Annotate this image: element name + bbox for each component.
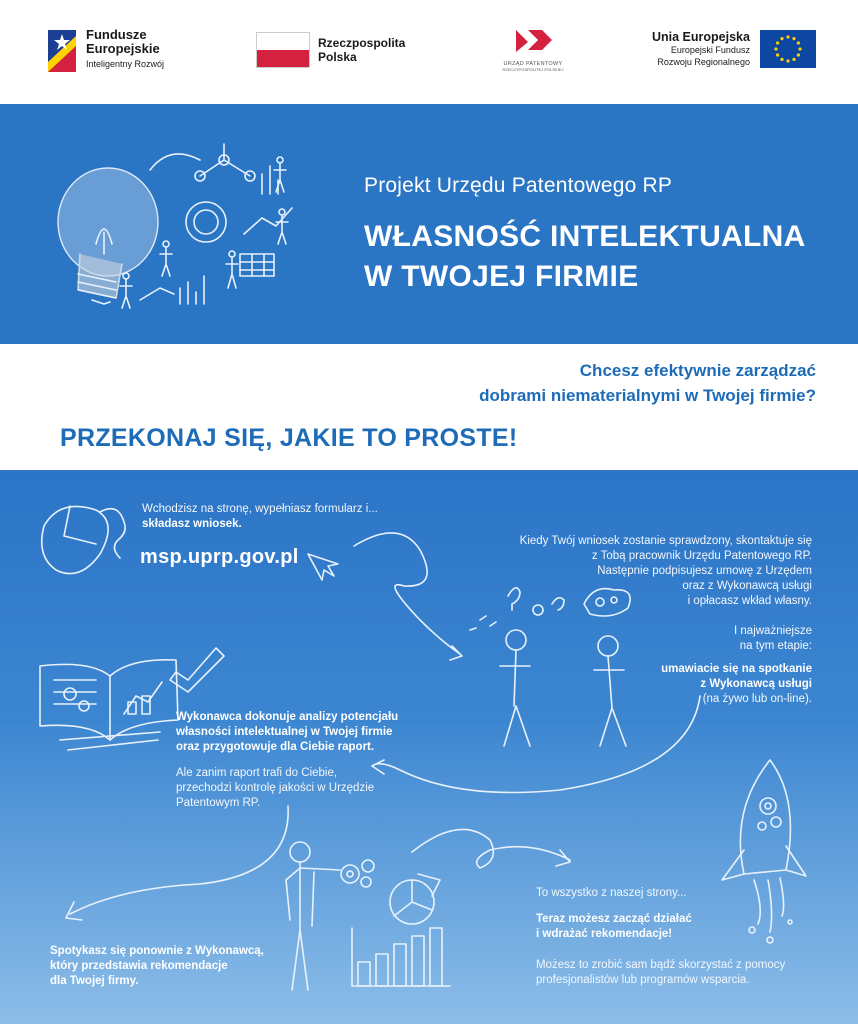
arrow-3 <box>70 806 288 914</box>
step4-bold3: dla Twojej firmy. <box>50 975 139 987</box>
header-banner <box>0 104 858 344</box>
gears-icon <box>341 860 374 887</box>
step2-line3: Następnie podpisujesz umowę z Urzędem <box>597 565 812 577</box>
logo-strip <box>0 0 858 104</box>
arrow-1 <box>354 533 460 654</box>
step4-bold1: Spotykasz się ponownie z Wykonawcą, <box>50 945 264 957</box>
banner-subtitle: Projekt Urzędu Patentowego RP <box>364 174 673 197</box>
step2-line5: i opłacasz wkład własny. <box>687 595 812 607</box>
eu-star-icon <box>780 58 783 61</box>
step2-important1: I najważniejsze <box>734 625 812 637</box>
eu-star-icon <box>792 58 795 61</box>
step5-note2: profesjonalistów lub programów wsparcia. <box>536 974 750 986</box>
arrow-2 <box>372 696 700 793</box>
question-line1: Chcesz efektywnie zarządzać <box>579 361 816 380</box>
fe-line2: Europejskie <box>86 41 160 56</box>
rp-line1: Rzeczpospolita <box>318 36 406 50</box>
eu-flag-icon <box>760 30 816 68</box>
step2-line2: z Tobą pracownik Urzędu Patentowego RP. <box>591 550 812 562</box>
step3-note3: Patentowym RP. <box>176 797 261 809</box>
step3-bold1: Wykonawca dokonuje analizy potencjału <box>176 711 399 723</box>
step3-bold2: własności intelektualnej w Twojej firmie <box>176 726 393 738</box>
bar-chart-icon <box>352 928 450 986</box>
fundusze-europejskie-logo <box>46 28 164 74</box>
report-book-icon <box>40 660 178 750</box>
fe-line1: Fundusze <box>86 27 147 42</box>
fe-star-icon <box>46 28 78 74</box>
eu-star-icon <box>776 53 779 56</box>
step4-bold2: który przedstawia rekomendacje <box>50 960 228 972</box>
step5-bold2: i wdrażać rekomendacje! <box>536 928 673 940</box>
cta-heading: PRZEKONAJ SIĘ, JAKIE TO PROSTE! <box>60 424 518 452</box>
eu-star-icon <box>780 37 783 40</box>
rocket-icon <box>722 760 806 943</box>
ue-line1: Unia Europejska <box>652 30 750 44</box>
up-line1: URZĄD PATENTOWY <box>503 61 563 67</box>
uprp-mark-icon <box>510 28 556 54</box>
cursor-icon <box>308 554 338 580</box>
step5-note1: Możesz to zrobić sam bądź skorzystać z pomocy <box>536 959 786 971</box>
computer-mouse-icon <box>42 506 125 574</box>
fe-line3: Inteligentny Rozwój <box>86 59 165 69</box>
ue-line3: Rozwoju Regionalnego <box>657 57 750 67</box>
unia-europejska-logo <box>652 30 816 68</box>
banner-title-line2: W TWOJEJ FIRMIE <box>364 260 639 293</box>
step2-note: (na żywo lub on-line). <box>702 693 812 705</box>
eu-star-icon <box>797 41 800 44</box>
step2-bold2: z Wykonawcą usługi <box>700 678 812 690</box>
eu-star-icon <box>797 53 800 56</box>
pie-chart-icon <box>390 874 440 924</box>
checkmark-icon <box>170 648 224 692</box>
people-talking-icon <box>470 588 630 746</box>
up-line2: RZECZYPOSPOLITEJ POLSKIEJ <box>502 67 564 72</box>
presenter-icon <box>286 842 340 990</box>
eu-star-icon <box>786 59 789 62</box>
step2-important2: na tym etapie: <box>739 640 812 652</box>
eu-star-icon <box>792 37 795 40</box>
arrow-4 <box>412 829 570 868</box>
banner-title-line1: WŁASNOŚĆ INTELEKTUALNA <box>364 220 806 253</box>
step3-note1: Ale zanim raport trafi do Ciebie, <box>176 767 338 779</box>
rp-line2: Polska <box>318 50 357 64</box>
question-line2: dobrami niematerialnymi w Twojej firmie? <box>479 386 816 405</box>
rzeczpospolita-logo <box>256 32 405 68</box>
lightbulb-sketch-icon <box>0 104 330 344</box>
polish-flag-icon <box>256 32 310 68</box>
eu-star-icon <box>786 35 789 38</box>
step1-line1: Wchodzisz na stronę, wypełniasz formularz i... <box>142 503 378 515</box>
step5-line1: To wszystko z naszej strony... <box>536 887 687 899</box>
step2-bold1: umawiacie się na spotkanie <box>661 663 812 675</box>
eu-star-icon <box>776 41 779 44</box>
urzad-patentowy-logo <box>498 28 568 72</box>
ue-line2: Europejski Fundusz <box>670 45 750 55</box>
step2-line1: Kiedy Twój wniosek zostanie sprawdzony, skontaktuje się <box>519 535 812 547</box>
eu-star-icon <box>774 47 777 50</box>
step3-bold3: oraz przygotowuje dla Ciebie raport. <box>176 741 375 753</box>
step3-note2: przechodzi kontrolę jakości w Urzędzie <box>176 782 375 794</box>
step2-line4: oraz z Wykonawcą usługi <box>682 580 812 592</box>
step5-bold1: Teraz możesz zacząć działać <box>536 913 692 925</box>
step1-line2: składasz wniosek. <box>142 518 242 530</box>
site-url-link[interactable]: msp.uprp.gov.pl <box>140 546 299 568</box>
eu-star-icon <box>798 47 801 50</box>
